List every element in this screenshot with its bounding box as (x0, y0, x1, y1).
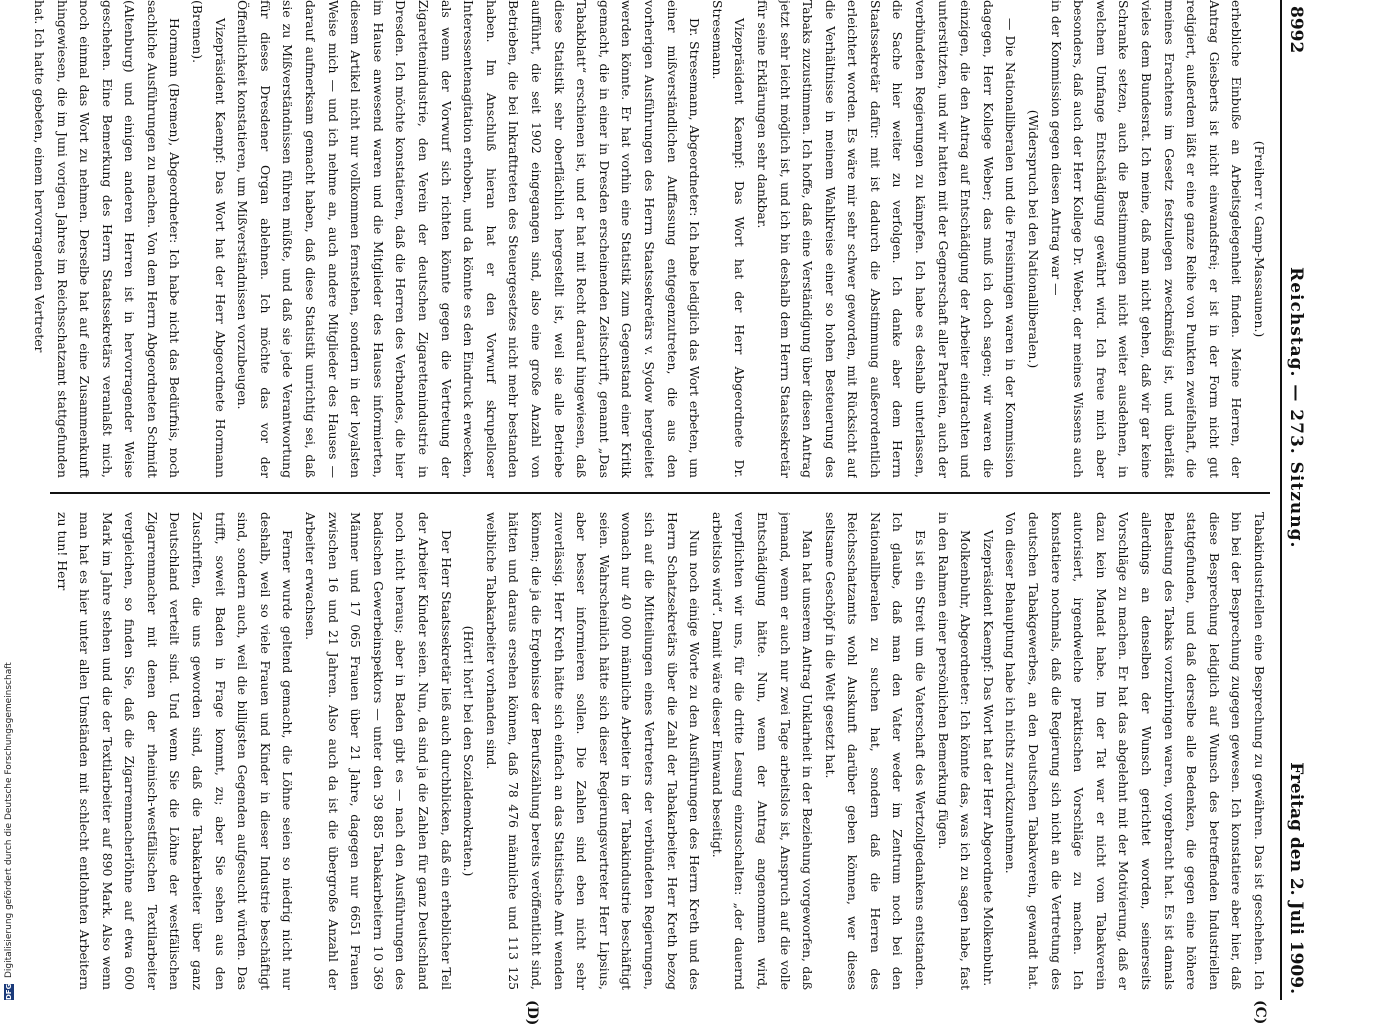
digitization-credit-text: Digitalisierung gefördert durch die Deutsche Forschungsgemeinschaft (4, 662, 14, 978)
paragraph: Tabakindustriellen eine Besprechung zu gewähren. Das ist geschehen. Ich bin bei der Besprechung zugegen gewesen. Ich konstatiere aber hier, daß diese Besprechung lediglich auf Wunsch des betreffenden Industriellen stattgefunden, und daß derselbe alle Bedenken, die gegen eine höhere Belastung des Tabaks vorzubringen waren, vorgebracht hat. Es ist damals allerdings an denselben der Wunsch gerichtet worden, seinerseits Vorschläge zu machen. Er hat das abgelehnt mit der Motivierung, daß er dazu kein Mandat habe. Im der Tat war er nicht vom Tabakverein autorisiert, irgendwelche praktischen Vorschläge zu machen. Ich konstatiere nochmals, daß die Regierung sich nicht an die Vertretung des deutschen Tabakgewerbes, an den Deutschen Tabakverein, gewandt hat. Von dieser Behauptung habe ich nichts zurückzunehmen. (1003, 512, 1267, 990)
chair-announcement: Vizepräsident Kaempf: Das Wort hat der Herr Abgeordnete Dr. Stresemann. (709, 0, 748, 478)
session-date: Freitag den 2. Juli 1909. (1286, 762, 1306, 994)
digitization-credit (2, 0, 16, 1000)
page-number: 8992 (1286, 6, 1306, 54)
margin-marker-d: (D) (524, 1000, 540, 1025)
paragraph: Molkenbuhr, Abgeordneter: Ich könnte das, was ich zu sagen habe, fast in den Rahmen einer persönlichen Bemerkung fügen. (935, 512, 974, 990)
chair-announcement: Vizepräsident Kaempf: Das Wort hat der Herr Abgeordnete Hormann (Bremen). (190, 0, 228, 478)
right-text-column (30, 512, 1270, 990)
paragraph: Nun noch einige Worte zu den Ausführungen des Herrn Kreth und des Herrn Schatzsekretärs über die Zahl der Tabakarbeiter. Herr Kreth bezog sich auf die Mitteilungen eines Vertreters der verbündeten Regierungen, wonach nur 40 000 männliche Arbeiter in der Tabakindustrie beschäftigt seien. Wahrscheinlich hätte sich dieser Regierungsvertreter Herr Lipsius, aber besser informieren sollen. Die Zahlen sind eben nicht sehr zuverlässig. Herr Kreth hätte sich einfach an das Statistische Amt wenden können; die ja die Ergebnisse der Berufszählung bereits veröffentlicht sind, hätten und daraus ersehen können, daß 78 476 männliche und 113 125 weibliche Tabakarbeiter vorhanden sind. (483, 512, 703, 990)
interjection: (Widerspruch bei den Nationalliberalen.) (1026, 109, 1042, 369)
interjection: (Hört! hört! bei den Sozialdemokraten.) (461, 625, 477, 877)
paragraph: Der Herr Staatssekretär ließ auch durchblicken, daß ein erheblicher Teil der Arbeiter Kinder seien. Nun, da sind ja die Zahlen für ganz Deutschland noch nicht heraus; aber in Baden gibt es — nach den Ausführungen des badischen Gewerbeinspektors — unter den 39 885 Tabakarbeitern 10 369 Männer und 17 065 Frauen über 21 Jahre, dagegen nur 6651 Frauen zwischen 16 und 21 Jahren. Also auch da ist die übergroße Anzahl der Arbeiter erwachsen. (303, 512, 454, 990)
chair-announcement: Vizepräsident Kaempf: Das Wort hat der Herr Abgeordnete Molkenbuhr. (980, 530, 996, 987)
paragraph: Hormann (Bremen), Abgeordneter: Ich habe nicht das Bedürfnis, noch sachliche Ausführungen zu machen. Von dem Herrn Abgeordneten Schmidt (Altenburg) und einigen anderen Herren ist in hervorragender Weise geschehen. Eine Bemerkung des Herrn Staatssekretärs veranlaßt mich, noch einmal das Wort zu nehmen. Derselbe hat auf eine Zusammenkunft hingewiesen, die im Juni vorigen Jahres im Reichsschatzamt stattgefunden hat. Ich hatte gebeten, einem hervorragenden Vertreter (31, 0, 183, 478)
left-text-column (30, 0, 1270, 478)
paragraph: Man hat unserem Antrag Unklarheit in der Beziehung vorgeworfen, daß jemand, wenn er auch nur zwei Tage arbeitslos ist, Anspruch auf die volle Entschädigung hätte. Nun, wenn der Antrag angenommen wird, verpflichten wir uns, für die dritte Lesung einzuschalten: „der dauernd arbeitslos wird“. Damit wäre dieser Einwand beseitigt. (709, 512, 816, 990)
speaker-heading: (Freiherr v. Gamp-Massaunen.) (1252, 140, 1267, 338)
paragraph: — Die Nationalliberalen und die Freisinnigen waren in der Kommission dagegen, Herr Kollege Weber; das muß ich doch sagen; wir waren die einzigen, die den Antrag auf Entschädigung der Arbeiter eindrachten und unterstützten, und wir hatten mit der Gegnerschaft aller Parteien, auch der verbündeten Regierungen zu kämpfen. Ich habe es deshalb unterlassen, die Sache hier weiter zu verfolgen. Ich danke aber dem Herrn Staatssekretär dafür: mit ist dadurch die Abstimmung außerordentlich erleichtert worden. Es wäre mir sehr schwer geworden, mit Rücksicht auf die Verhältnisse in meinem Wahlkreise einer so hohen Besteuerung des Tabaks zuzustimmen. Ich hoffe, daß eine Verständigung über diesen Antrag jetzt sehr leicht möglich ist, und ich bin deshalb dem Herrn Staatssekretär für seine Erklärungen sehr dankbar. (754, 0, 1019, 478)
paragraph: erhebliche Einbuße an Arbeitsgelegenheit finden. Meine Herren, der Antrag Giesberts ist nicht einwandsfrei; er ist in der Form nicht gut redigiert, außerdem läßt er eine ganze Reihe von Punkten zweifelhaft, die meines Erachtens im Gesetz festzulegen zweckmäßig ist, und überläßt vieles dem Bundesrat. Ich meine, daß man nicht gehen, daß wir gar keine Schranke setzen, auch die Bestimmungen nicht weiter ausdehnen, in welchem Umfange Entschädigung gewährt wird. Ich freue mich aber besonders, daß auch der Herr Kollege Dr. Weber, der meines Wissens auch in der Kommission gegen diesen Antrag war — (1048, 0, 1245, 478)
page-header (1280, 0, 1320, 1000)
dfg-logo: DFG (5, 983, 13, 1000)
margin-marker-c: (C) (1252, 1000, 1268, 1025)
paragraph: Es ist ein Streit um die Vaterschaft des Wertzollgedankens entstanden. Ich glaube, daß man den Vater weder im Zentrum noch bei den Nationalliberalen zu suchen hat, sondern daß die Herren des Reichsschatzamts wohl Auskunft darüber geben können, wer dieses seltsame Geschöpf in die Welt gesetzt hat. (822, 512, 929, 990)
paragraph: Ferner wurde geltend gemacht, die Löhne seien so niedrig nicht nur deshalb, weil so viele Frauen und Kinder in dieser Industrie beschäftigt sind, sondern auch, weil die billigsten Gegenden aufgesucht würden. Das trifft, soweit Baden in Frage kommt, zu; aber Sie sehen aus den Zuschriften, die uns geworden sind, daß die Tabakarbeiter über ganz Deutschland verteilt sind. Und wenn Sie die Löhne der westfälischen Zigarrenmacher mit denen der rheinisch-westfälischen Textilarbeiter vergleichen, so finden Sie, daß die Zigarrenmacherlöhne auf etwa 600 Mark im Jahre stehen und die der Textilarbeiter auf 890 Mark. Also wenn man hat es hier unter allen Umständen mit schlecht entlohnten Arbeitern zu tun! Herr (54, 512, 296, 990)
paragraph: Dr. Stresemann, Abgeordneter: Ich habe lediglich das Wort erbeten, um einer mißverständlichen Auffassung entgegenzutreten, die aus den vorherigen Ausführungen des Herrn Staatssekretärs v. Sydow hergeleitet werden könnte. Er hat vorhin eine Statistik zum Gegenstand einer Kritik gemacht, die in einer in Dresden erscheinenden Zeitschrift, genannt „Das Tabakblatt“ erschienen ist, und er hat mit Recht darauf hingewiesen, daß diese Statistik sehr oberflächlich hergestellt ist, weil sie alle Betriebe aufführt, die seit 1902 eingegangen sind, also eine große Anzahl von Betrieben, die bei Inkrafttreten des Steuergesetzes nicht mehr bestanden haben. Im Anschluß hieran hat er den Vorwurf skrupelloser Interessentenagitation erhoben, und da könnte es den Eindruck erwecken, als wenn der Vorwurf sich richten könnte gegen die Vertretung der Zigarettenindustrie, den Verein der deutschen Zigarettenindustrie in Dresden. Ich möchte konstatieren, daß die Herren des Verbandes, die hier im Hause anwesend waren und die Mitglieder des Hauses informierten, diesem Artikel nicht nur vollkommen fernstehen, sondern in der loyalsten Weise mich — und ich nehme an, auch andere Mitglieder des Hauses — darauf aufmerksam gemacht haben, daß diese Statistik unrichtig sei, daß sie zu Mißverständnissen führen müßte, und daß sie jede Verantwortung für dieses Dresdener Organ ablehnen. Ich möchte das vor der Öffentlichkeit konstatieren, um Mißverständnissen vorzubeugen. (235, 0, 703, 478)
session-title: Reichstag. — 273. Sitzung. (1286, 267, 1306, 549)
column-divider (50, 492, 1270, 494)
rotated-document-page (20, 0, 1320, 1025)
